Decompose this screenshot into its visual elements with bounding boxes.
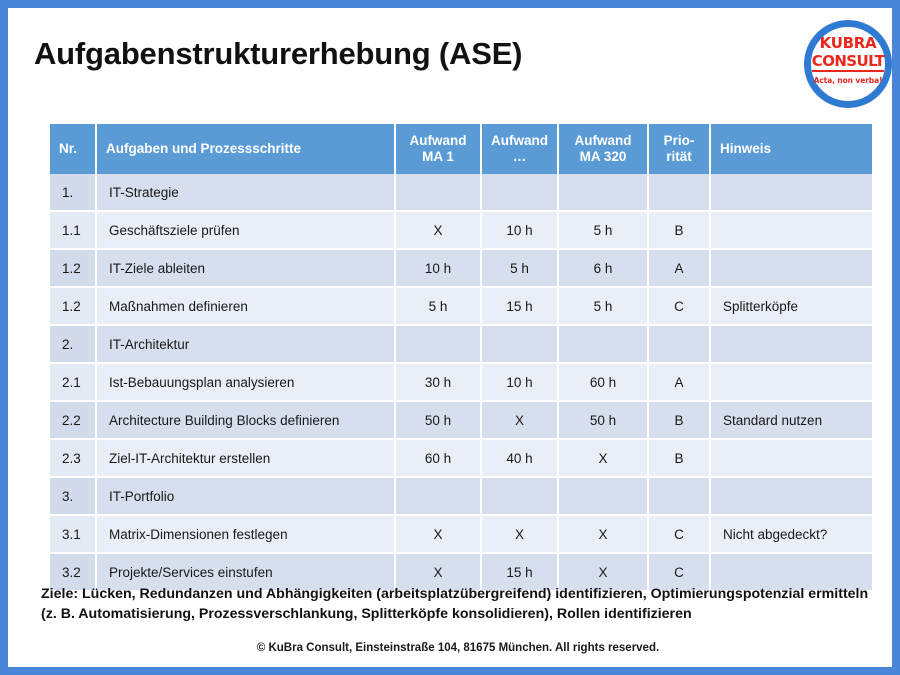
copyright-notice: © KuBra Consult, Einsteinstraße 104, 81675 München. All rights reserved. [256,642,660,654]
logo-line-2: CONSULT [811,52,885,70]
column-header-prioritaet: Prio- rität [649,124,711,174]
cell-hinweis: Standard nutzen [711,402,872,440]
cell-aufwand-ma320: X [559,516,649,554]
cell-prioritaet [649,478,711,516]
cell-aufwand-mid: 5 h [482,250,559,288]
cell-aufwand-mid: 15 h [482,554,559,590]
cell-aufwand-ma1 [396,174,482,212]
table-body [50,174,872,590]
cell-aufwand-ma320: 60 h [559,364,649,402]
cell-nr: 3.1 [50,516,97,554]
table-header [50,124,872,174]
cell-task: Ist-Bebauungsplan analysieren [97,364,396,402]
table-row [50,250,872,288]
table-header-row [50,124,872,174]
column-header-nr: Nr. [50,124,97,174]
cell-aufwand-ma1 [396,478,482,516]
cell-nr: 2.2 [50,402,97,440]
column-header-hinweis: Hinweis [711,124,872,174]
cell-hinweis [711,250,872,288]
cell-prioritaet: A [649,364,711,402]
cell-prioritaet: B [649,440,711,478]
cell-hinweis [711,326,872,364]
logo-tagline: Acta, non verba! [813,76,883,85]
cell-aufwand-ma1: 30 h [396,364,482,402]
cell-aufwand-ma1: 60 h [396,440,482,478]
cell-hinweis [711,364,872,402]
ase-table-container [50,124,872,590]
cell-task: IT-Strategie [97,174,396,212]
cell-aufwand-ma1 [396,326,482,364]
logo-line-1: KUBRA [819,34,877,52]
cell-aufwand-mid: X [482,402,559,440]
cell-aufwand-ma1: X [396,516,482,554]
cell-aufwand-ma320: 5 h [559,288,649,326]
cell-prioritaet [649,326,711,364]
cell-hinweis: Nicht abgedeckt? [711,516,872,554]
cell-nr: 3. [50,478,97,516]
cell-aufwand-ma320: X [559,554,649,590]
table-row [50,364,872,402]
cell-hinweis [711,440,872,478]
cell-prioritaet: C [649,554,711,590]
cell-aufwand-ma320: 50 h [559,402,649,440]
cell-aufwand-ma1: X [396,554,482,590]
cell-nr: 2.1 [50,364,97,402]
cell-aufwand-mid: 10 h [482,212,559,250]
ase-table [50,124,872,590]
cell-prioritaet: A [649,250,711,288]
table-row [50,326,872,364]
table-row [50,288,872,326]
cell-aufwand-ma320: X [559,440,649,478]
cell-task: Ziel-IT-Architektur erstellen [97,440,396,478]
cell-prioritaet: C [649,288,711,326]
cell-hinweis [711,478,872,516]
cell-nr: 2. [50,326,97,364]
cell-prioritaet: B [649,402,711,440]
table-row [50,478,872,516]
cell-nr: 3.2 [50,554,97,590]
cell-task: IT-Ziele ableiten [97,250,396,288]
cell-aufwand-ma1: 10 h [396,250,482,288]
cell-hinweis [711,174,872,212]
table-row [50,174,872,212]
cell-aufwand-ma320 [559,174,649,212]
table-row [50,440,872,478]
cell-aufwand-ma1: 50 h [396,402,482,440]
table-row [50,402,872,440]
cell-aufwand-mid: 40 h [482,440,559,478]
cell-aufwand-ma320: 6 h [559,250,649,288]
column-header-task: Aufgaben und Prozessschritte [97,124,396,174]
cell-aufwand-ma1: 5 h [396,288,482,326]
cell-prioritaet: B [649,212,711,250]
cell-aufwand-ma1: X [396,212,482,250]
cell-task: Maßnahmen definieren [97,288,396,326]
cell-aufwand-mid: X [482,516,559,554]
page-title: Aufgabenstrukturerhebung (ASE) [34,36,523,71]
cell-prioritaet: C [649,516,711,554]
cell-nr: 1.1 [50,212,97,250]
kubra-consult-logo [804,20,892,108]
column-header-aufwand-mid: Aufwand … [482,124,559,174]
cell-aufwand-mid [482,478,559,516]
cell-task: IT-Portfolio [97,478,396,516]
cell-aufwand-mid [482,326,559,364]
cell-aufwand-ma320 [559,478,649,516]
cell-hinweis: Splitterköpfe [711,288,872,326]
cell-task: Geschäftsziele prüfen [97,212,396,250]
cell-nr: 1.2 [50,288,97,326]
cell-aufwand-mid: 10 h [482,364,559,402]
cell-aufwand-mid [482,174,559,212]
goals-text: Ziele: Lücken, Redundanzen und Abhängigkeiten (arbeitsplatzübergreifend) identifizieren, Optimierungspotenzial ermitteln (z. B. Automatisierung, Prozessverschlankung, Splitterköpfe konsolidieren), Rollen identifizieren [41,586,869,622]
cell-hinweis [711,212,872,250]
cell-nr: 1.2 [50,250,97,288]
cell-prioritaet [649,174,711,212]
table-row [50,516,872,554]
cell-task: IT-Architektur [97,326,396,364]
cell-nr: 2.3 [50,440,97,478]
table-row [50,212,872,250]
column-header-aufwand-ma320: Aufwand MA 320 [559,124,649,174]
cell-aufwand-ma320 [559,326,649,364]
cell-task: Projekte/Services einstufen [97,554,396,590]
cell-aufwand-ma320: 5 h [559,212,649,250]
cell-task: Matrix-Dimensionen festlegen [97,516,396,554]
logo-text-block [804,36,892,87]
cell-task: Architecture Building Blocks definieren [97,402,396,440]
column-header-aufwand-ma1: Aufwand MA 1 [396,124,482,174]
cell-nr: 1. [50,174,97,212]
cell-aufwand-mid: 15 h [482,288,559,326]
